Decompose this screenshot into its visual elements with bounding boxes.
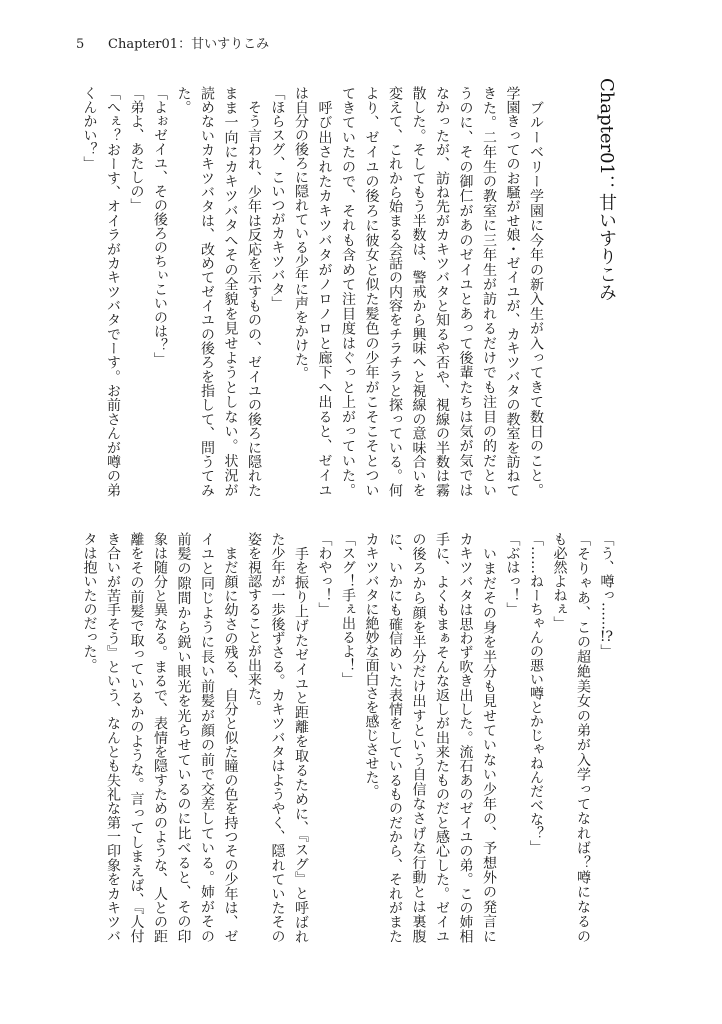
text-line: より、ゼイユの後ろに彼女と似た髪色の少年がこそこそとつい [363,86,380,497]
text-line: 呼び出されたカキツバタがノロノロと廊下へ出ると、ゼイユ [316,86,333,497]
text-line: きた。二年生の教室に三年生が訪れるだけでも注目の的だとい [481,86,497,497]
dialogue-line: 「……ねーちゃんの悪い噂とかじゃねんだべな？」 [528,532,544,854]
text-line: てきていたので、それも含めて注目度はぐっと上がっていた。 [340,86,356,497]
running-title: Chapter01：甘いすりこみ [108,37,270,52]
dialogue-line: 「ぶはっ！」 [504,532,521,616]
text-line: タは抱いたのだった。 [81,532,98,672]
text-line: き合いが苦手そう』という、なんとも失礼な第一印象をカキツバ [105,532,121,943]
chapter-title: Chapter01：甘いすりこみ [596,78,617,302]
text-line: 散した。そしてもう半数は、警戒から興味へと視線の意味合いを [410,86,427,497]
text-line: ブルーベリー学園に今年の新入生が入ってきて数日のこと。 [528,86,544,497]
text-line: 姿を視認することが出来た。 [246,532,262,714]
text-line: は自分の後ろに隠れている少年に声をかけた。 [293,86,309,380]
dialogue-line: 「ほらスグ、こいつがカキツバタ」 [269,86,286,310]
text-line: に、いかにも確信めいた表情をしているものだから、それがまた [387,532,403,943]
page-number: 5 [76,37,85,52]
text-line: カキツバタは思わず吹き出した。流石あのゼイユの弟。この姉相 [457,532,474,943]
text-line: いまだその身を半分も見せていない少年の、予想外の発言に [481,532,497,943]
upper-text-block [77,86,547,497]
text-line: 象は随分と異なる。まるで、表情を隠すためのような、人との距 [152,532,168,943]
dialogue-text: 「う、噂っ…… [598,532,615,630]
text-line: 前髪の隙間から鋭い眼光を光らせているのに比べると、その印 [175,532,192,943]
text-line: 学園きってのお騒がせ娘・ゼイユが、カキツバタの教室を訪ねて [504,86,521,497]
dialogue-line: 「スグ！手ぇ出るよ！」 [340,532,356,686]
text-line: 読めないカキツバタは、改めてゼイユの後ろを指して、問うてみ [199,86,215,497]
dialogue-line [594,532,618,943]
dialogue-line: 「わやっ！」 [316,532,333,616]
tate-chu-yoko-mark: !? [599,630,614,644]
text-line: そう言われ、少年は反応を示すものの、ゼイユの後ろに隠れた [246,86,262,497]
text-line: た。 [175,86,192,114]
text-line: 変えて、これから始まる会話の内容をチラチラと探っている。何 [387,86,403,497]
lower-text-block [77,532,618,943]
text-line: た少年が一歩後ずさる。カキツバタはようやく、隠れていたその [269,532,286,943]
running-header [0,37,722,55]
dialogue-line: 「そりゃあ、この超絶美女の弟が入学ってなれば？噂になるの [575,532,591,943]
dialogue-line: も必然よねぇ」 [551,532,568,630]
text-line: まま一向にカキツバタへその全貌を見せようとしない。状況が [222,86,239,497]
text-line: まだ顔に幼さの残る、自分と似た瞳の色を持つその少年は、ゼ [222,532,239,943]
text-line: うのに、その御仁があのゼイユとあって後輩たちは気が気では [457,86,474,497]
text-line: カキツバタに絶妙な面白さを感じさせた。 [363,532,380,798]
dialogue-line: 「へぇ？おーす、オイラがカキツバタでーす。お前さんが噂の弟 [105,86,121,497]
text-line: イユと同じように長い前髪が顔の前で交差している。姉がその [199,532,215,943]
text-line: なかったが、訪ね先がカキツバタと知るや否や、視線の半数は霧 [434,86,450,497]
text-line: 手に、よくもまぁそんな返しが出来たものだと感心した。ゼイユ [434,532,450,943]
text-line: 離をその前髪で取っているかのような。言ってしまえば、『人付 [128,532,145,943]
text-line: の後ろから顔を半分だけ出すという自信なさげな行動とは裏腹 [410,532,427,943]
dialogue-line: くんかい？」 [81,86,98,170]
text-line: 手を振り上げたゼイユと距離を取るために、『スグ』と呼ばれ [293,532,309,943]
dialogue-line: 「弟よ、あたしの」 [128,86,145,212]
dialogue-line: 「よぉゼイユ、その後ろのちぃこいのは？」 [152,86,168,366]
closing-bracket: 」 [598,644,615,658]
